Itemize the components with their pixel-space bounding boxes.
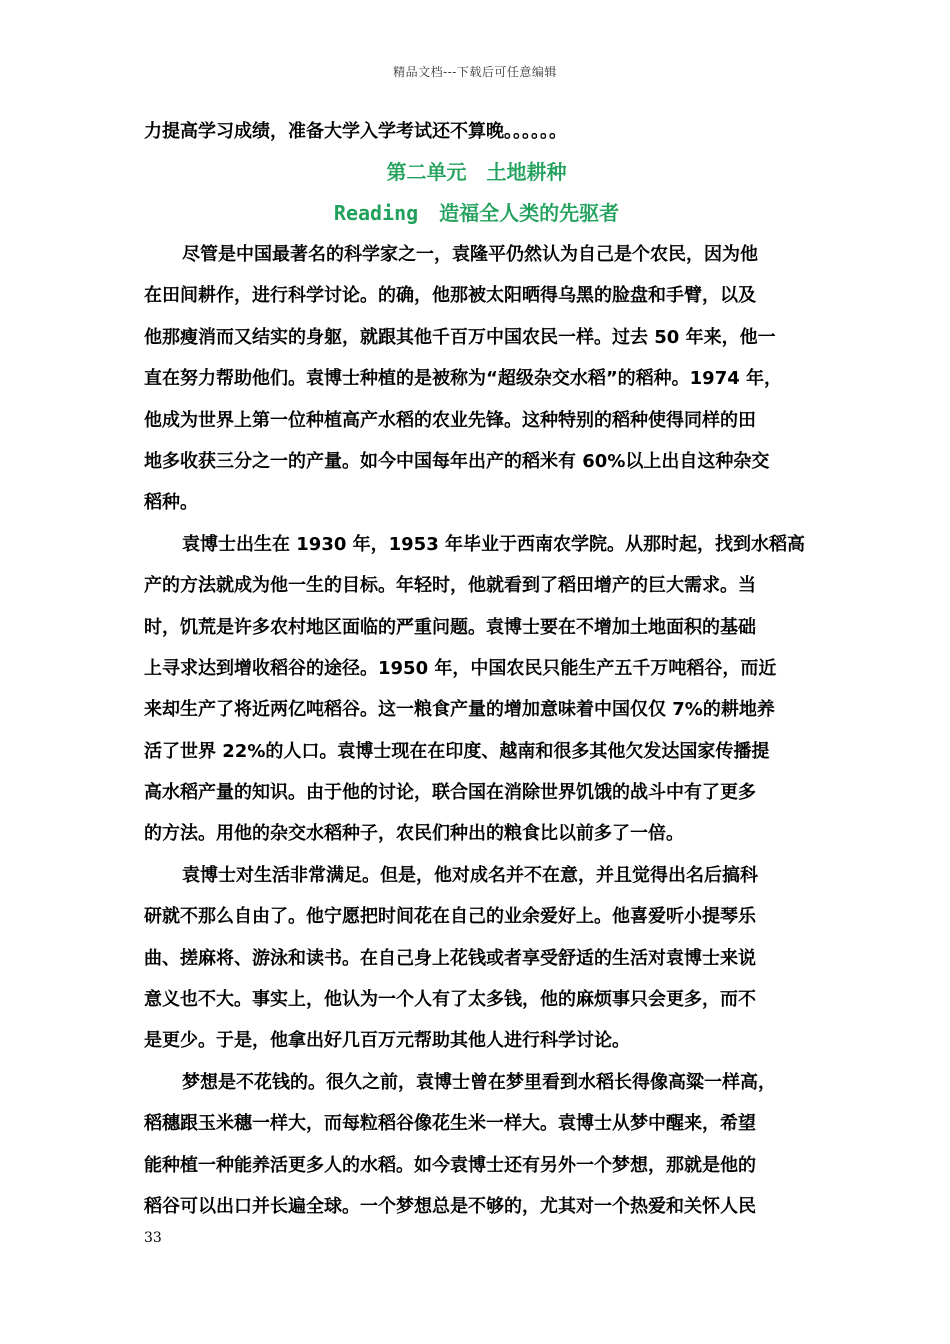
paragraph-line: 稻穗跟玉米穗一样大，而每粒稻谷像花生米一样大。袁博士从梦中醒来，希望 — [144, 1113, 756, 1135]
paragraph-line: 时，饥荒是许多农村地区面临的严重问题。袁博士要在不增加土地面积的基础 — [144, 616, 756, 638]
paragraph-line: 直在努力帮助他们。袁博士种植的是被称为“超级杂交水稻”的稻种。1974 年， — [144, 368, 783, 390]
paragraph-line: 地多收获三分之一的产量。如今中国每年出产的稻米有 60%以上出自这种杂交 — [144, 450, 770, 472]
paragraph-line: 来却生产了将近两亿吨稻谷。这一粮食产量的增加意味着中国仅仅 7%的耕地养 — [144, 699, 775, 721]
reading-title — [144, 192, 809, 234]
intro-line: 力提高学习成绩，准备大学入学考试还不算晚。。。。。。 — [144, 121, 567, 142]
paragraph-line: 产的方法就成为他一生的目标。年轻时，他就看到了稻田增产的巨大需求。当 — [144, 575, 756, 597]
paragraph-line: 在田间耕作，进行科学讨论。的确，他那被太阳晒得乌黑的脸盘和手臂，以及 — [144, 285, 756, 307]
paragraph-3 — [144, 855, 809, 1062]
paragraph-line: 稻种。 — [144, 492, 198, 514]
reading-label: Reading — [333, 201, 419, 225]
unit-title: 第二单元 土地耕种 — [386, 160, 567, 184]
page-header: 精品文档---下载后可任意编辑 — [393, 65, 557, 79]
paragraph-4 — [144, 1062, 809, 1228]
paragraph-line: 他那瘦消而又结实的身躯，就跟其他千百万中国农民一样。过去 50 年来，他一 — [144, 326, 776, 348]
paragraph-line: 曲、搓麻将、游泳和读书。在自己身上花钱或者享受舒适的生活对袁博士来说 — [144, 947, 756, 969]
paragraph-line: 袁博士出生在 1930 年，1953 年毕业于西南农学院。从那时起，找到水稻高 — [182, 533, 805, 555]
paragraph-1 — [144, 234, 809, 524]
paragraph-line: 活了世界 22%的人口。袁博士现在在印度、越南和很多其他欠发达国家传播提 — [144, 740, 770, 762]
paragraph-line: 尽管是中国最著名的科学家之一，袁隆平仍然认为自己是个农民，因为他 — [182, 244, 758, 265]
reading-title-text: 造福全人类的先驱者 — [439, 201, 620, 225]
paragraph-line: 能种植一种能养活更多人的水稻。如今袁博士还有另外一个梦想，那就是他的 — [144, 1154, 756, 1176]
document-body — [144, 112, 809, 1227]
paragraph-line: 他成为世界上第一位种植高产水稻的农业先锋。这种特别的稻种使得同样的田 — [144, 409, 756, 431]
paragraph-line: 上寻求达到增收稻谷的途径。1950 年，中国农民只能生产五千万吨稻谷，而近 — [144, 657, 777, 679]
page-number: 33 — [144, 1230, 162, 1246]
paragraph-line: 意义也不大。事实上，他认为一个人有了太多钱，他的麻烦事只会更多，而不 — [144, 989, 756, 1011]
paragraph-line: 研就不那么自由了。他宁愿把时间花在自己的业余爱好上。他喜爱听小提琴乐 — [144, 906, 756, 928]
paragraph-line: 是更少。于是，他拿出好几百万元帮助其他人进行科学讨论。 — [144, 1030, 630, 1052]
paragraph-line: 的方法。用他的杂交水稻种子，农民们种出的粮食比以前多了一倍。 — [144, 823, 684, 845]
paragraph-2 — [144, 524, 809, 855]
paragraph-line: 高水稻产量的知识。由于他的讨论，联合国在消除世界饥饿的战斗中有了更多 — [144, 782, 756, 804]
paragraph-line: 稻谷可以出口并长遍全球。一个梦想总是不够的，尤其对一个热爱和关怀人民 — [144, 1195, 756, 1217]
paragraph-line: 袁博士对生活非常满足。但是，他对成名并不在意，并且觉得出名后搞科 — [182, 864, 758, 886]
paragraph-line: 梦想是不花钱的。很久之前，袁博士曾在梦里看到水稻长得像高粱一样高， — [182, 1071, 776, 1093]
